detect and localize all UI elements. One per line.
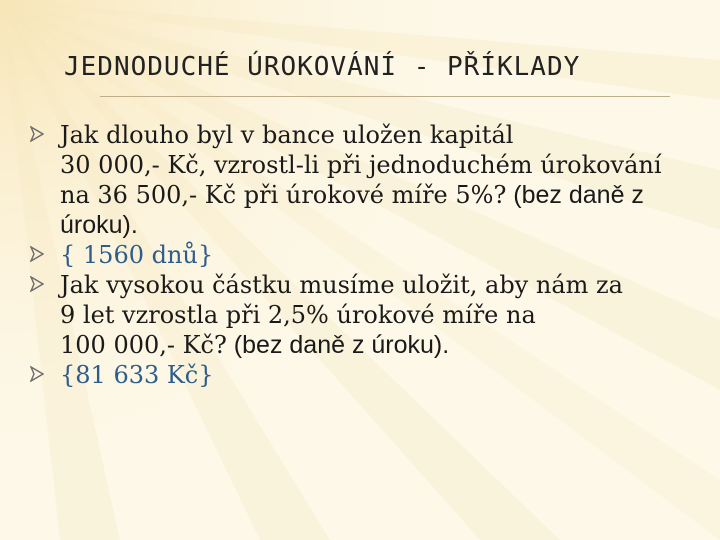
question-2-line-3 [60,330,700,360]
bullet-item-answer-2 [30,360,700,390]
question-2-line-2: 9 let vzrostla při 2,5% úrokové míře na [60,301,536,329]
bullet-item-question-2 [30,270,700,360]
slide-title: JEDNODUCHÉ ÚROKOVÁNÍ - PŘÍKLADY [64,52,581,82]
question-1-line-4: úroku). [60,211,138,239]
question-1-line-2: 30 000,- Kč, vzrostl-li při jednoduchém úrokování [60,151,662,179]
title-underline [100,96,670,97]
answer-2-text: {81 633 Kč} [60,361,214,389]
question-1-line-3-text: na 36 500,- Kč při úrokové míře 5%? [60,181,507,209]
question-1-line-1: Jak dlouho byl v bance uložen kapitál [60,121,514,149]
answer-1-text: { 1560 dnů} [60,241,214,269]
question-2-line-1: Jak vysokou částku musíme uložit, aby nám za [60,271,623,299]
question-2-line-3-text: 100 000,- Kč? [60,331,227,359]
question-1-line-3 [60,180,700,210]
arrow-bullet-icon [30,366,44,382]
question-2-tax-note: (bez daně z úroku). [226,331,450,359]
question-1-tax-note: (bez daně z [506,181,644,209]
bullet-item-answer-1 [30,240,700,270]
arrow-bullet-icon [30,246,44,262]
bullet-list [30,120,700,390]
arrow-bullet-icon [30,126,44,142]
arrow-bullet-icon [30,276,44,292]
bullet-item-question-1 [30,120,700,240]
